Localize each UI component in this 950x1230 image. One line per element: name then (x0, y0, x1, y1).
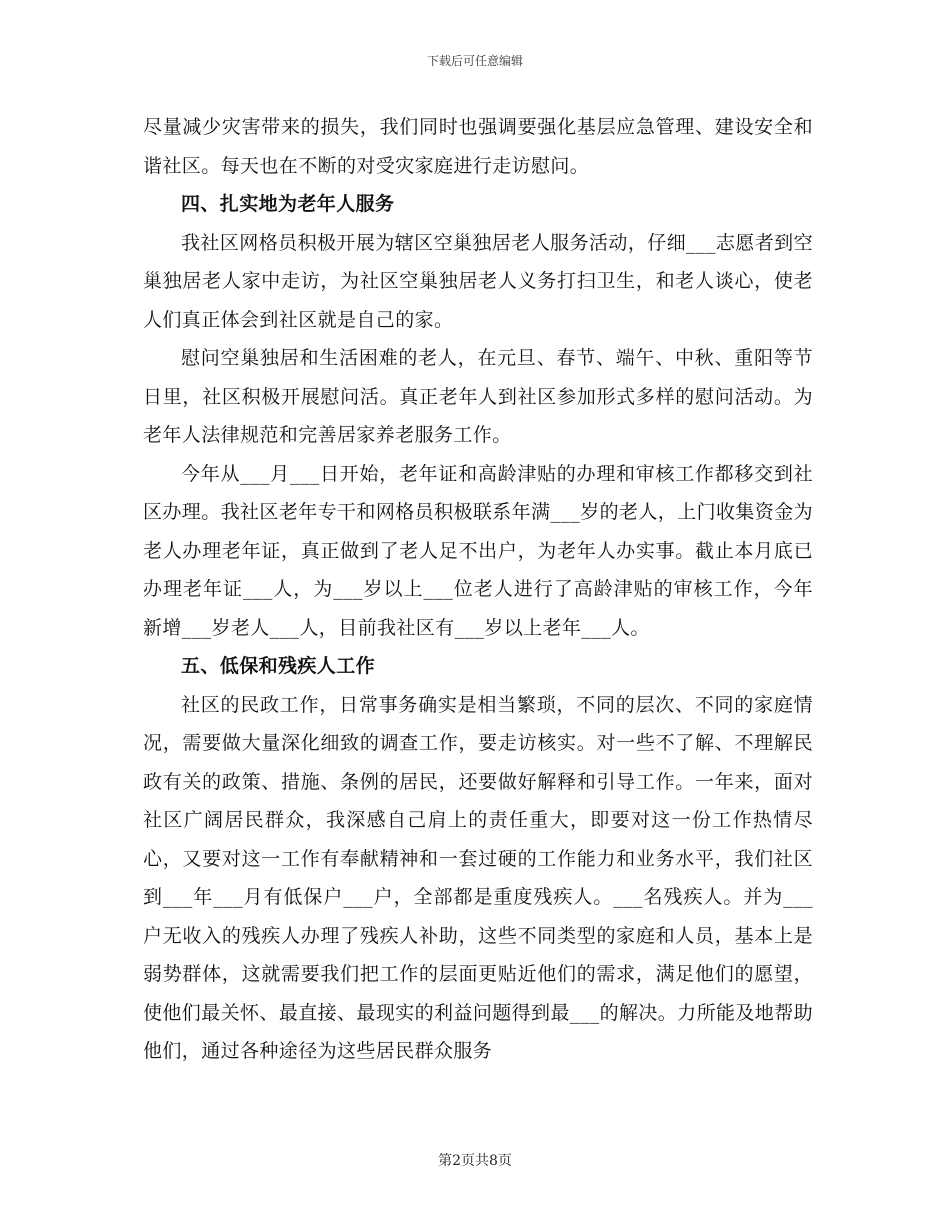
body-paragraph: 慰问空巢独居和生活困难的老人，在元旦、春节、端午、中秋、重阳等节日里，社区积极开展慰问活。真正老年人到社区参加形式多样的慰问活动。为老年人法律规范和完善居家养老服务工作。 (143, 347, 813, 446)
document-body (143, 108, 813, 1071)
body-paragraph: 社区的民政工作，日常事务确实是相当繁琐，不同的层次、不同的家庭情况，需要做大量深化细致的调查工作，要走访核实。对一些不了解、不理解民政有关的政策、措施、条例的居民，还要做好解释和引导工作。一年来，面对社区广阔居民群众，我深感自己肩上的责任重大，即要对这一份工作热情尽心，又要对这一工作有奉献精神和一套过硬的工作能力和业务水平，我们社区到___年___月有低保户___户，全部都是重度残疾人。___名残疾人。并为___户无收入的残疾人办理了残疾人补助，这些不同类型的家庭和人员，基本上是弱势群体，这就需要我们把工作的层面更贴近他们的需求，满足他们的愿望，使他们最关怀、最直接、最现实的利益问题得到最___的解决。力所能及地帮助他们，通过各种途径为这些居民群众服务 (143, 693, 813, 1062)
body-paragraph: 今年从___月___日开始，老年证和高龄津贴的办理和审核工作都移交到社区办理。我社区老年专干和网格员积极联系年满___岁的老人，上门收集资金为老人办理老年证，真正做到了老人足不出户，为老年人办实事。截止本月底已办理老年证___人，为___岁以上___位老人进行了高龄津贴的审核工作，今年新增___岁老人___人，目前我社区有___岁以上老年___人。 (143, 462, 813, 639)
body-paragraph: 我社区网格员积极开展为辖区空巢独居老人服务活动，仔细___志愿者到空巢独居老人家中走访，为社区空巢独居老人义务打扫卫生，和老人谈心，使老人们真正体会到社区就是自己的家。 (143, 231, 813, 331)
page-header: 下载后可任意编辑 (426, 54, 523, 68)
section-heading: 五、低保和残疾人工作 (181, 655, 376, 677)
page-footer: 第2页共8页 (438, 1153, 512, 1169)
body-paragraph: 尽量减少灾害带来的损失，我们同时也强调要强化基层应急管理、建设安全和谐社区。每天也在不断的对受灾家庭进行走访慰问。 (143, 116, 813, 177)
section-heading: 四、扎实地为老年人服务 (181, 193, 395, 215)
